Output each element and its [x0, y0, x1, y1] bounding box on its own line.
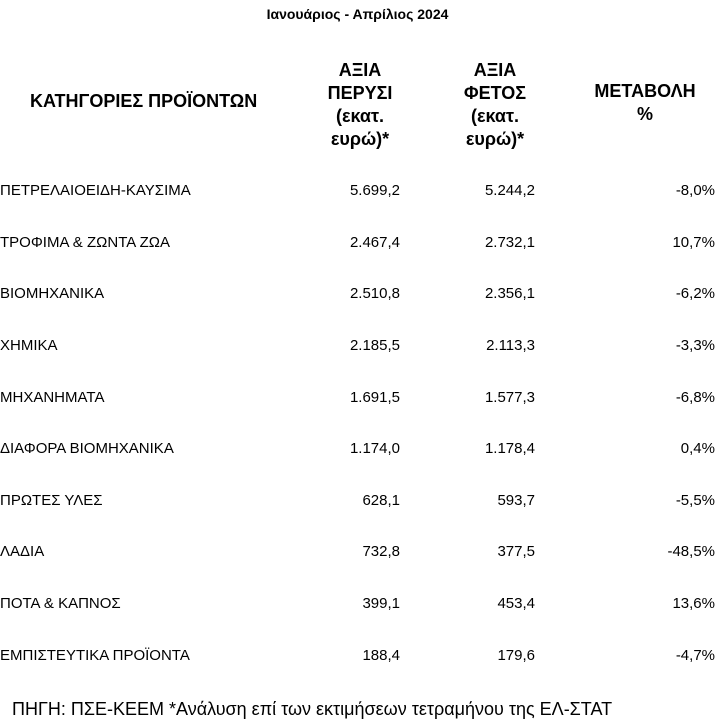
last-year-value-cell: 188,4: [362, 646, 400, 664]
header-value-last-year-line: ΑΞΙΑ: [338, 60, 382, 80]
header-value-this-year-line: ευρώ)*: [465, 129, 525, 149]
header-change: [575, 80, 715, 126]
category-cell: ΛΑΔΙΑ: [0, 543, 45, 561]
table-row: [0, 629, 715, 681]
this-year-value-cell: 1.577,3: [484, 388, 535, 406]
change-cell: -3,3%: [675, 337, 715, 355]
category-cell: ΠΡΩΤΕΣ ΥΛΕΣ: [0, 491, 103, 509]
table-row: [0, 371, 715, 423]
this-year-value-cell: 453,4: [497, 595, 535, 613]
last-year-value-cell: 1.691,5: [349, 388, 400, 406]
header-value-last-year-line: (εκατ.: [335, 106, 385, 126]
last-year-value-cell: 399,1: [362, 595, 400, 613]
table-row: [0, 320, 715, 372]
table-row: [0, 475, 715, 527]
change-cell: -6,8%: [675, 388, 715, 406]
change-cell: -6,2%: [675, 285, 715, 303]
header-category: ΚΑΤΗΓΟΡΙΕΣ ΠΡΟΪΟΝΤΩΝ: [30, 91, 258, 111]
change-cell: -5,5%: [675, 491, 715, 509]
change-cell: -48,5%: [667, 543, 715, 561]
this-year-value-cell: 377,5: [497, 543, 535, 561]
this-year-value-cell: 593,7: [497, 491, 535, 509]
category-cell: ΧΗΜΙΚΑ: [0, 337, 58, 355]
last-year-value-cell: 2.510,8: [349, 285, 400, 303]
table-row: [0, 268, 715, 320]
table-row: [0, 526, 715, 578]
category-cell: ΠΟΤΑ & ΚΑΠΝΟΣ: [0, 595, 121, 613]
category-cell: ΒΙΟΜΗΧΑΝΙΚΑ: [0, 285, 105, 303]
this-year-value-cell: 5.244,2: [484, 182, 535, 200]
last-year-value-cell: 2.185,5: [349, 337, 400, 355]
this-year-value-cell: 1.178,4: [484, 440, 535, 458]
this-year-value-cell: 2.113,3: [486, 337, 535, 355]
category-cell: ΔΙΑΦΟΡΑ ΒΙΟΜΗΧΑΝΙΚΑ: [0, 440, 174, 458]
category-cell: ΕΜΠΙΣΤΕΥΤΙΚΑ ΠΡΟΪΟΝΤΑ: [0, 646, 190, 664]
last-year-value-cell: 1.174,0: [349, 440, 400, 458]
change-cell: -4,7%: [675, 646, 715, 664]
table-row: [0, 578, 715, 630]
last-year-value-cell: 2.467,4: [349, 233, 400, 251]
this-year-value-cell: 2.356,1: [484, 285, 535, 303]
header-value-last-year-line: ΠΕΡΥΣΙ: [327, 83, 393, 103]
change-cell: 0,4%: [680, 440, 715, 458]
change-cell: -8,0%: [675, 182, 715, 200]
this-year-value-cell: 179,6: [497, 646, 535, 664]
category-cell: ΠΕΤΡΕΛΑΙΟΕΙΔΗ-ΚΑΥΣΙΜΑ: [0, 182, 191, 200]
table-row: [0, 217, 715, 269]
last-year-value-cell: 628,1: [362, 491, 400, 509]
category-cell: ΤΡΟΦΙΜΑ & ΖΩΝΤΑ ΖΩΑ: [0, 233, 170, 251]
header-value-last-year-line: ευρώ)*: [330, 129, 390, 149]
change-cell: 10,7%: [672, 233, 715, 251]
products-table: [0, 165, 715, 681]
page-title: Ιανουάριος - Απρίλιος 2024: [266, 6, 449, 22]
change-cell: 13,6%: [672, 595, 715, 613]
header-change-line: %: [636, 104, 653, 124]
this-year-value-cell: 2.732,1: [484, 233, 535, 251]
header-change-line: ΜΕΤΑΒΟΛΗ: [594, 81, 696, 101]
category-cell: ΜΗΧΑΝΗΜΑΤΑ: [0, 388, 105, 406]
header-value-this-year: [435, 59, 555, 151]
source-footnote: ΠΗΓΗ: ΠΣΕ-ΚΕΕΜ *Ανάλυση επί των εκτιμήσεων τετραμήνου της ΕΛ-ΣΤΑΤ: [12, 699, 613, 719]
table-row: [0, 165, 715, 217]
last-year-value-cell: 5.699,2: [349, 182, 400, 200]
header-value-last-year: [300, 59, 420, 151]
header-value-this-year-line: ΦΕΤΟΣ: [463, 83, 527, 103]
header-value-this-year-line: ΑΞΙΑ: [473, 60, 517, 80]
table-row: [0, 423, 715, 475]
header-value-this-year-line: (εκατ.: [470, 106, 520, 126]
last-year-value-cell: 732,8: [362, 543, 400, 561]
